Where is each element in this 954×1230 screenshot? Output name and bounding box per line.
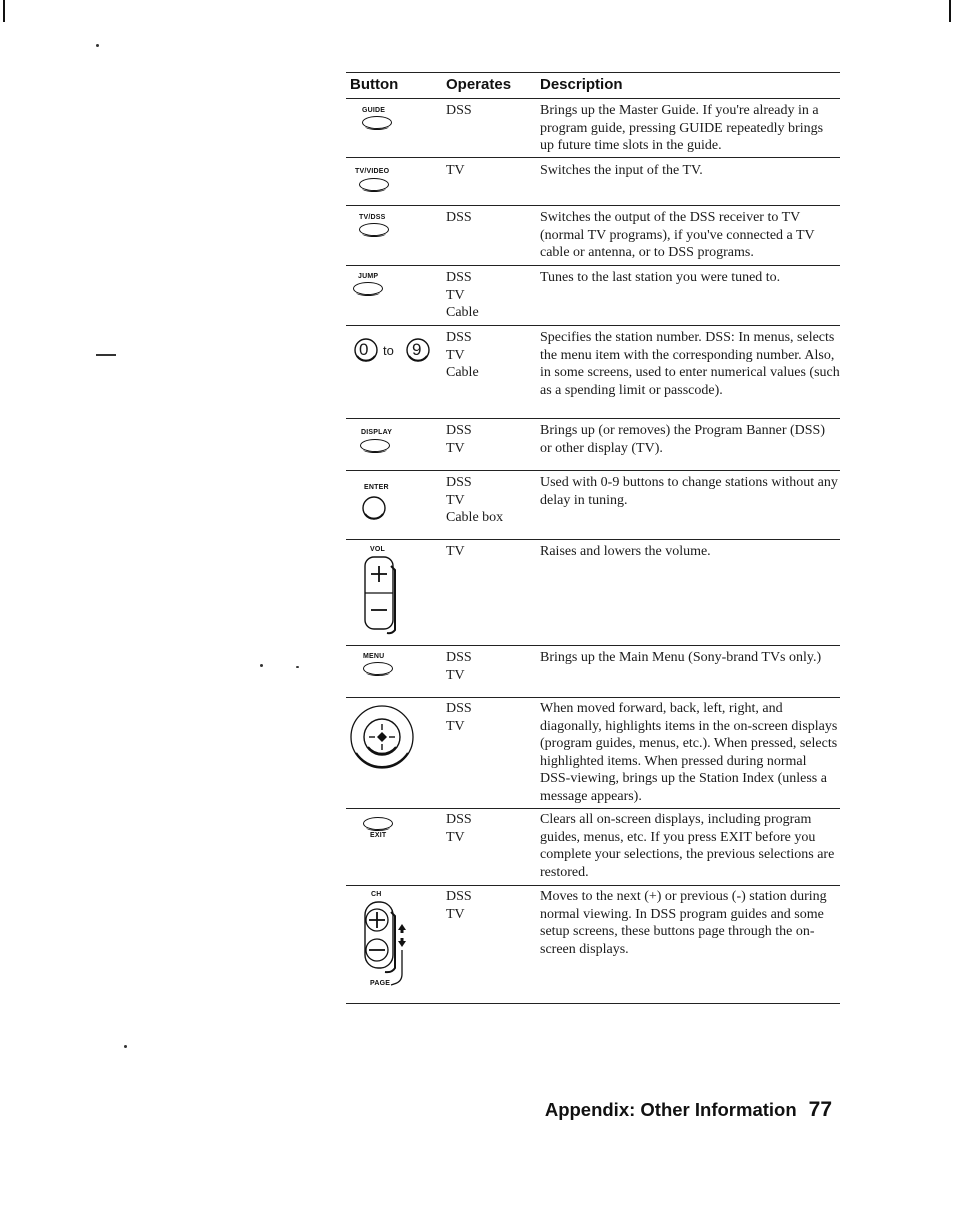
row-rule [346,325,840,326]
operates-item: DSS [446,812,472,827]
button-label: VOL [370,546,385,553]
button-label: GUIDE [362,107,386,114]
button-label-page: PAGE [370,980,391,987]
joystick-icon [344,701,424,773]
operates-item: Cable [446,305,479,320]
description-cell: Used with 0-9 buttons to change stations without any delay in tuning. [540,475,838,508]
row-rule [346,808,840,809]
description-cell: Clears all on-screen displays, including program guides, menus, etc. If you press EXIT before you complete your selections, the previous selections are restored. [540,812,835,880]
guide-button-icon [362,116,392,129]
exit-button-icon [363,817,393,830]
header-rule [346,98,840,99]
row-rule [346,470,840,471]
button-label: ENTER [364,484,389,491]
operates-item: TV [446,544,465,559]
row-rule [346,157,840,158]
button-label: EXIT [370,832,387,839]
scan-speck [124,1045,127,1048]
operates-cell [446,649,536,684]
description-cell: When moved forward, back, left, right, and diagonally, highlights items in the on-screen displays (program guides, menus, etc.). When pressed, selects highlighted items. When pressed during normal DSS-viewing, brings up the Station Index (unless a message appears). [540,701,838,804]
operates-item: Cable box [446,510,504,525]
row-rule [346,697,840,698]
operates-item: DSS [446,701,472,716]
number-key-to: to [383,343,394,358]
number-key-0: 0 [359,340,369,359]
jump-button-icon [353,282,383,295]
table-bottom-rule [346,1003,840,1004]
scan-speck [296,666,299,668]
description-cell: Switches the input of the TV. [540,163,703,178]
operates-item: DSS [446,889,472,904]
button-label: TV/DSS [359,214,386,221]
button-label: MENU [363,653,385,660]
description-cell: Switches the output of the DSS receiver to TV (normal TV programs), if you've connected a TV cable or antenna, or to DSS programs. [540,210,815,260]
operates-item: TV [446,347,465,363]
description-cell: Raises and lowers the volume. [540,544,711,559]
operates-cell [446,102,536,120]
operates-item: TV [446,718,465,734]
description-cell: Moves to the next (+) or previous (-) station during normal viewing. In DSS program guides and some setup screens, these buttons page through the on-screen displays. [540,889,827,957]
button-label: TV/VIDEO [355,168,390,175]
operates-item: DSS [446,103,472,118]
operates-cell [446,543,536,561]
scan-edge-right [949,0,951,22]
table-top-rule [346,72,840,73]
number-key-9: 9 [412,340,422,359]
operates-cell [446,474,536,527]
operates-cell [446,162,536,180]
tv-video-button-icon [359,178,389,191]
operates-item: Cable [446,365,479,380]
operates-item: TV [446,492,465,508]
description-cell: Specifies the station number. DSS: In menus, selects the menu item with the corresponding number. Also, in some screens, used to enter numerical values (such as a spending limit or passcode). [540,330,840,398]
page-footer [545,1098,832,1122]
operates-item: DSS [446,270,472,285]
operates-item: TV [446,829,465,845]
row-rule [346,205,840,206]
operates-cell [446,700,536,735]
operates-item: TV [446,163,465,178]
operates-item: DSS [446,210,472,225]
operates-item: TV [446,906,465,922]
button-label: CH [371,891,382,898]
operates-cell [446,269,536,322]
operates-item: TV [446,440,465,456]
row-rule [346,645,840,646]
button-label: JUMP [358,273,379,280]
channel-rocker-icon [361,898,436,988]
operates-item: DSS [446,330,472,345]
description-cell: Brings up (or removes) the Program Banner (DSS) or other display (TV). [540,423,826,456]
operates-cell [446,422,536,457]
header-description: Description [540,76,623,93]
operates-cell [446,888,536,923]
operates-cell [446,329,536,382]
operates-item: TV [446,287,465,303]
enter-button-icon [358,492,398,526]
scan-speck [96,354,116,356]
header-operates: Operates [446,76,512,93]
tv-dss-button-icon [359,223,389,236]
description-cell: Brings up the Master Guide. If you're already in a program guide, pressing GUIDE repeatedly brings up future time slots in the guide. [540,103,824,153]
operates-item: DSS [446,423,472,438]
operates-item: DSS [446,475,472,490]
scan-speck [96,44,99,47]
scan-edge-left [3,0,5,22]
menu-button-icon [363,662,393,675]
operates-cell [446,811,536,846]
operates-item: TV [446,667,465,683]
page-number: 77 [808,1098,832,1121]
description-cell: Brings up the Main Menu (Sony-brand TVs only.) [540,650,822,665]
description-cell: Tunes to the last station you were tuned to. [540,270,781,285]
row-rule [346,418,840,419]
scan-speck [260,664,263,667]
button-label: DISPLAY [361,429,393,436]
volume-rocker-icon [361,554,411,639]
header-button: Button [350,76,399,93]
row-rule [346,539,840,540]
row-rule [346,885,840,886]
footer-title: Appendix: Other Information [544,1099,797,1120]
operates-cell [446,209,536,227]
display-button-icon [360,439,390,452]
row-rule [346,265,840,266]
operates-item: DSS [446,650,472,665]
